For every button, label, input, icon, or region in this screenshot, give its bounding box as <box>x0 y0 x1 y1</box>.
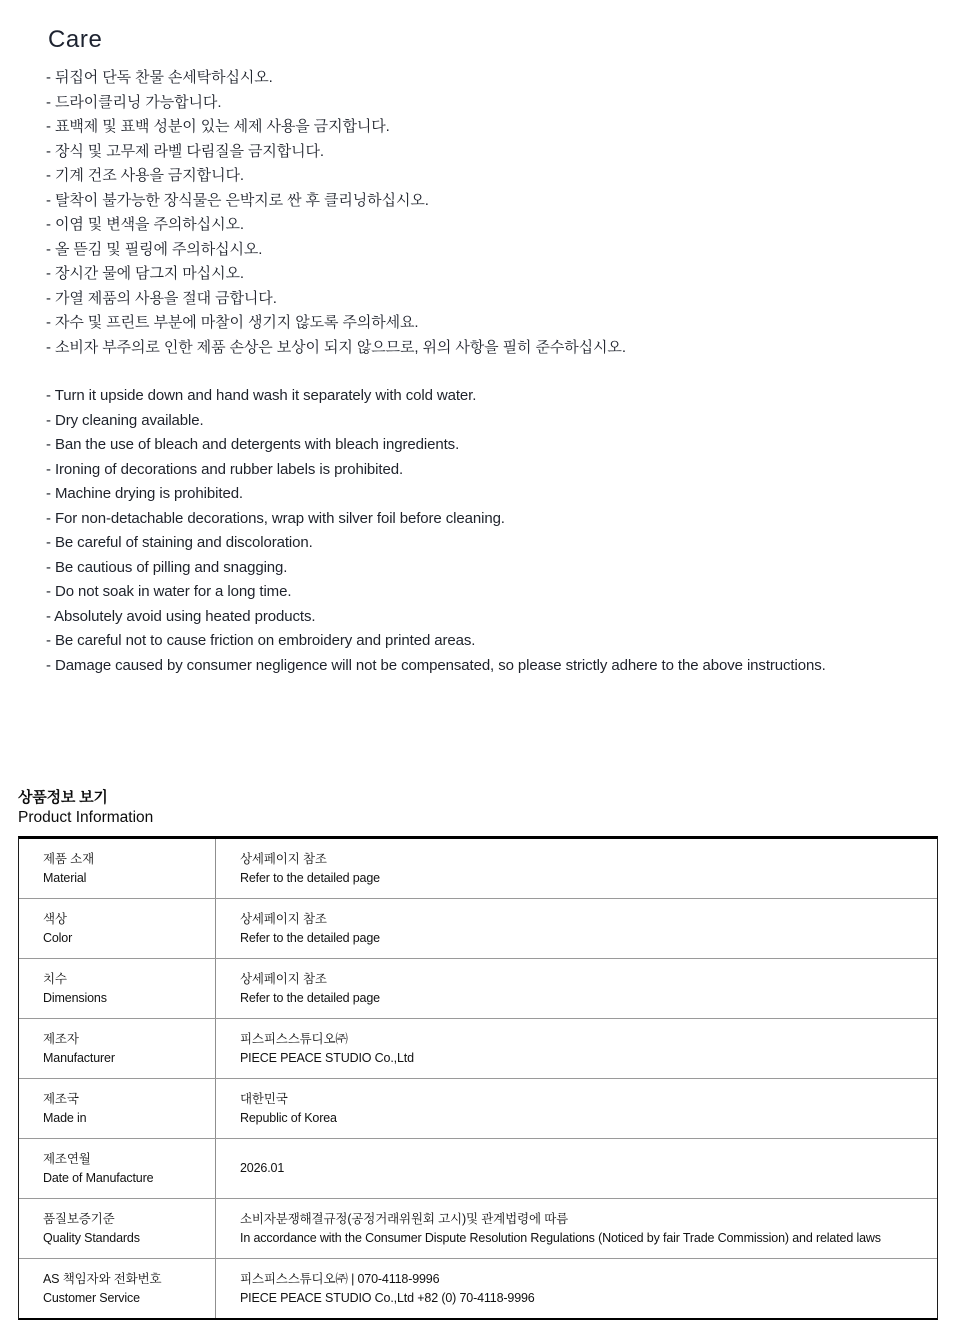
row-value <box>216 839 937 898</box>
row-label <box>19 959 216 1018</box>
care-item-english: - Be cautious of pilling and snagging. <box>46 558 288 576</box>
row-value-english: In accordance with the Consumer Dispute Resolution Regulations (Noticed by fair Trade Commission) and related laws <box>240 1230 881 1245</box>
care-item-english: - Be careful of staining and discoloration. <box>46 534 313 551</box>
product-info-row <box>19 1258 937 1318</box>
product-info-row <box>19 1138 937 1198</box>
care-item-korean: - 표백제 및 표백 성분이 있는 세제 사용을 금지합니다. <box>46 118 390 135</box>
product-info-row <box>19 839 937 898</box>
row-label <box>19 1199 216 1258</box>
row-value-korean: 대한민국 <box>240 1091 288 1106</box>
row-label-english: Customer Service <box>43 1290 140 1305</box>
row-value-korean: 피스피스스튜디오㈜ <box>240 1031 348 1046</box>
row-label-english: Made in <box>43 1110 87 1125</box>
row-label <box>19 1259 216 1318</box>
row-label-korean: 제품 소재 <box>43 851 95 866</box>
care-item-korean: - 소비자 부주의로 인한 제품 손상은 보상이 되지 않으므로, 위의 사항을 필히 준수하십시오. <box>46 338 626 356</box>
row-label <box>19 1079 216 1138</box>
row-label-english: Quality Standards <box>43 1230 140 1245</box>
care-item-korean: - 자수 및 프린트 부분에 마찰이 생기지 않도록 주의하세요. <box>46 314 419 331</box>
row-label-korean: 제조연월 <box>43 1151 91 1166</box>
row-value-korean: 상세페이지 참조 <box>240 971 327 986</box>
care-item-korean: - 기계 건조 사용을 금지합니다. <box>46 167 244 184</box>
row-value <box>216 899 937 958</box>
care-item-korean: - 이염 및 변색을 주의하십시오. <box>46 216 244 233</box>
row-value <box>216 1199 937 1258</box>
row-label-korean: 제조국 <box>43 1091 79 1106</box>
care-item-korean: - 장시간 물에 담그지 마십시오. <box>46 265 244 282</box>
care-item-english: - Turn it upside down and hand wash it separately with cold water. <box>46 387 477 404</box>
row-value-english: Republic of Korea <box>240 1110 337 1125</box>
product-info-row <box>19 898 937 958</box>
care-instructions-english <box>46 384 826 678</box>
row-label <box>19 1019 216 1078</box>
row-value <box>216 959 937 1018</box>
row-label-korean: AS 책임자와 전화번호 <box>43 1271 162 1286</box>
care-item-english: - Dry cleaning available. <box>46 411 204 429</box>
row-label <box>19 899 216 958</box>
row-label-korean: 색상 <box>43 911 67 926</box>
product-info-title-korean: 상품정보 보기 <box>18 789 108 806</box>
product-info-row <box>19 1078 937 1138</box>
row-value-english: PIECE PEACE STUDIO Co.,Ltd <box>240 1050 414 1065</box>
row-value-korean: 소비자분쟁해결규정(공정거래위원회 고시)및 관계법령에 따름 <box>240 1211 569 1226</box>
row-value-korean: 상세페이지 참조 <box>240 911 327 926</box>
row-value-english: Refer to the detailed page <box>240 930 380 945</box>
care-item-english: - Absolutely avoid using heated products. <box>46 607 316 625</box>
care-item-korean: - 드라이클리닝 가능합니다. <box>46 93 222 111</box>
care-item-korean: - 탈착이 불가능한 장식물은 은박지로 싼 후 클리닝하십시오. <box>46 191 429 209</box>
row-label <box>19 1139 216 1198</box>
row-value <box>216 1019 937 1078</box>
row-label-korean: 제조자 <box>43 1031 79 1046</box>
care-item-korean: - 가열 제품의 사용을 절대 금합니다. <box>46 289 277 307</box>
care-item-english: - Ironing of decorations and rubber labels is prohibited. <box>46 460 404 478</box>
row-label-english: Date of Manufacture <box>43 1170 154 1185</box>
care-section-title: Care <box>48 26 103 53</box>
care-item-english: - For non-detachable decorations, wrap with silver foil before cleaning. <box>46 509 505 527</box>
row-value <box>216 1259 937 1318</box>
care-item-english: - Do not soak in water for a long time. <box>46 583 292 600</box>
care-item-english: - Ban the use of bleach and detergents with bleach ingredients. <box>46 436 460 453</box>
product-info-heading <box>18 788 153 828</box>
row-value-korean: 2026.01 <box>240 1161 285 1175</box>
product-info-row <box>19 1018 937 1078</box>
product-info-row <box>19 958 937 1018</box>
row-label-english: Color <box>43 930 73 945</box>
care-item-korean: - 장식 및 고무제 라벨 다림질을 금지합니다. <box>46 142 324 160</box>
row-value-korean: 피스피스스튜디오㈜ | 070-4118-9996 <box>240 1271 440 1286</box>
row-value-english: Refer to the detailed page <box>240 870 380 885</box>
care-item-korean: - 올 뜯김 및 필링에 주의하십시오. <box>46 240 263 258</box>
row-label-english: Manufacturer <box>43 1050 115 1065</box>
row-value <box>216 1079 937 1138</box>
row-value-korean: 상세페이지 참조 <box>240 851 327 866</box>
row-label-english: Material <box>43 870 87 885</box>
row-label-english: Dimensions <box>43 990 107 1005</box>
row-label <box>19 839 216 898</box>
product-info-title-english: Product Information <box>18 809 154 826</box>
row-label-korean: 치수 <box>43 971 67 986</box>
row-value-english: Refer to the detailed page <box>240 990 380 1005</box>
care-item-english: - Be careful not to cause friction on embroidery and printed areas. <box>46 632 476 649</box>
care-item-english: - Machine drying is prohibited. <box>46 485 243 502</box>
row-value <box>216 1139 937 1198</box>
care-item-english: - Damage caused by consumer negligence will not be compensated, so please strictly adhere to the above instructions. <box>46 656 826 674</box>
care-item-korean: - 뒤집어 단독 찬물 손세탁하십시오. <box>46 69 273 86</box>
care-instructions-korean <box>46 66 626 360</box>
row-label-korean: 품질보증기준 <box>43 1211 115 1226</box>
product-info-table <box>18 836 938 1320</box>
product-info-row <box>19 1198 937 1258</box>
row-value-english: PIECE PEACE STUDIO Co.,Ltd +82 (0) 70-4118-9996 <box>240 1290 535 1305</box>
